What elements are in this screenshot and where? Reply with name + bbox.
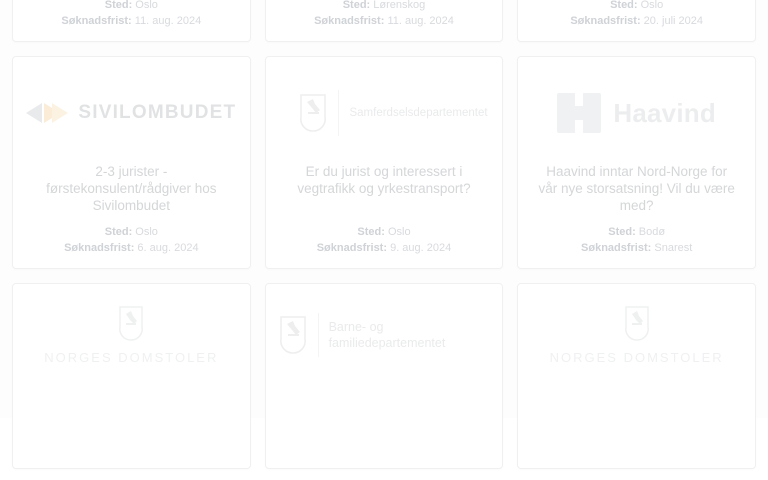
job-location bbox=[530, 0, 743, 13]
deadline-label: Søknadsfrist: bbox=[581, 242, 652, 254]
job-title: Er du jurist og interessert i vegtrafikk og yrkestransport? bbox=[297, 164, 471, 196]
job-meta bbox=[278, 0, 491, 29]
crest-glyph-icon bbox=[298, 92, 328, 134]
job-card[interactable] bbox=[265, 56, 504, 269]
haavind-wordmark: Haavind bbox=[613, 97, 716, 128]
employer-logo bbox=[278, 71, 491, 155]
deadline-label: Søknadsfrist: bbox=[64, 242, 135, 254]
job-card[interactable] bbox=[265, 283, 504, 469]
haavind-logo bbox=[557, 93, 716, 133]
deadline-value: Snarest bbox=[654, 242, 693, 254]
norwegian-coat-of-arms-icon bbox=[118, 305, 144, 343]
location-value: Oslo bbox=[135, 0, 158, 11]
norges-domstoler-logo bbox=[550, 305, 724, 366]
job-meta bbox=[25, 224, 238, 256]
norwegian-coat-of-arms-icon bbox=[298, 92, 328, 134]
location-value: Bodø bbox=[638, 226, 666, 238]
location-label: Sted: bbox=[608, 226, 636, 238]
job-deadline bbox=[530, 13, 743, 29]
job-meta bbox=[25, 0, 238, 29]
norges-domstoler-wordmark: NORGES DOMSTOLER bbox=[549, 349, 724, 365]
crest-glyph-icon bbox=[118, 305, 144, 343]
job-meta bbox=[530, 224, 743, 256]
job-meta bbox=[530, 0, 743, 29]
employer-logo bbox=[530, 71, 743, 155]
deadline-label: Søknadsfrist: bbox=[61, 15, 132, 27]
job-deadline bbox=[25, 13, 238, 29]
job-card[interactable] bbox=[265, 0, 504, 42]
job-title: 2-3 jurister - førstekonsulent/rådgiver hos Sivilombudet bbox=[46, 164, 217, 213]
location-label: Sted: bbox=[104, 0, 133, 11]
job-location bbox=[278, 224, 491, 240]
employer-logo bbox=[25, 71, 238, 155]
deadline-label: Søknadsfrist: bbox=[570, 15, 641, 27]
job-deadline bbox=[278, 240, 491, 256]
norwegian-coat-of-arms-icon bbox=[624, 305, 650, 343]
deadline-value: 11. aug. 2024 bbox=[134, 15, 202, 27]
deadline-label: Søknadsfrist: bbox=[316, 242, 388, 254]
deadline-value: 11. aug. 2024 bbox=[387, 15, 454, 27]
job-location bbox=[278, 0, 491, 13]
job-meta bbox=[278, 224, 491, 256]
job-card-grid bbox=[12, 0, 756, 469]
job-card[interactable] bbox=[517, 56, 756, 269]
deadline-label: Søknadsfrist: bbox=[314, 15, 385, 27]
crest-glyph-icon bbox=[624, 305, 650, 343]
employer-logo bbox=[530, 298, 743, 372]
sivilombudet-wordmark: SIVILOMBUDET bbox=[78, 102, 237, 123]
norges-domstoler-wordmark: NORGES DOMSTOLER bbox=[44, 349, 219, 365]
employer-logo bbox=[25, 298, 238, 372]
job-title: Haavind inntar Nord-Norge for vår nye storsatsning! Vil du være med? bbox=[538, 164, 735, 213]
barne-og-familiedepartementet-wordmark: Barne- og familiedepartementet bbox=[328, 320, 446, 350]
job-card[interactable] bbox=[12, 283, 251, 469]
job-deadline bbox=[530, 240, 743, 256]
location-label: Sted: bbox=[357, 226, 385, 238]
sivilombudet-logo bbox=[26, 100, 236, 126]
sivilombudet-mark-icon bbox=[26, 100, 68, 126]
deadline-value: 9. aug. 2024 bbox=[390, 242, 452, 254]
logo-divider bbox=[338, 90, 339, 136]
location-value: Oslo bbox=[135, 226, 158, 238]
location-label: Sted: bbox=[610, 0, 638, 11]
crest-glyph-icon bbox=[278, 314, 308, 356]
location-value: Lørenskog bbox=[373, 0, 426, 11]
sivilombudet-glyph-icon bbox=[26, 100, 68, 126]
norwegian-coat-of-arms-icon bbox=[278, 314, 308, 356]
samferdselsdepartementet-logo bbox=[298, 90, 488, 136]
norges-domstoler-logo bbox=[44, 305, 218, 366]
location-label: Sted: bbox=[104, 226, 133, 238]
location-label: Sted: bbox=[342, 0, 371, 11]
job-location bbox=[25, 224, 238, 240]
deadline-value: 6. aug. 2024 bbox=[137, 242, 199, 254]
employer-logo bbox=[278, 298, 491, 372]
logo-divider bbox=[318, 313, 319, 357]
job-card[interactable] bbox=[517, 0, 756, 42]
location-value: Oslo bbox=[387, 226, 411, 238]
job-location bbox=[25, 0, 238, 13]
barne-og-familiedepartementet-logo bbox=[278, 313, 491, 357]
location-value: Oslo bbox=[640, 0, 664, 11]
samferdselsdepartementet-wordmark: Samferdselsdepartementet bbox=[349, 107, 488, 119]
job-deadline bbox=[25, 240, 238, 256]
job-location bbox=[530, 224, 743, 240]
haavind-mark-icon bbox=[557, 93, 601, 133]
job-card[interactable] bbox=[12, 0, 251, 42]
deadline-value: 20. juli 2024 bbox=[643, 15, 703, 27]
job-card[interactable] bbox=[12, 56, 251, 269]
job-deadline bbox=[278, 13, 491, 29]
job-card[interactable] bbox=[517, 283, 756, 469]
